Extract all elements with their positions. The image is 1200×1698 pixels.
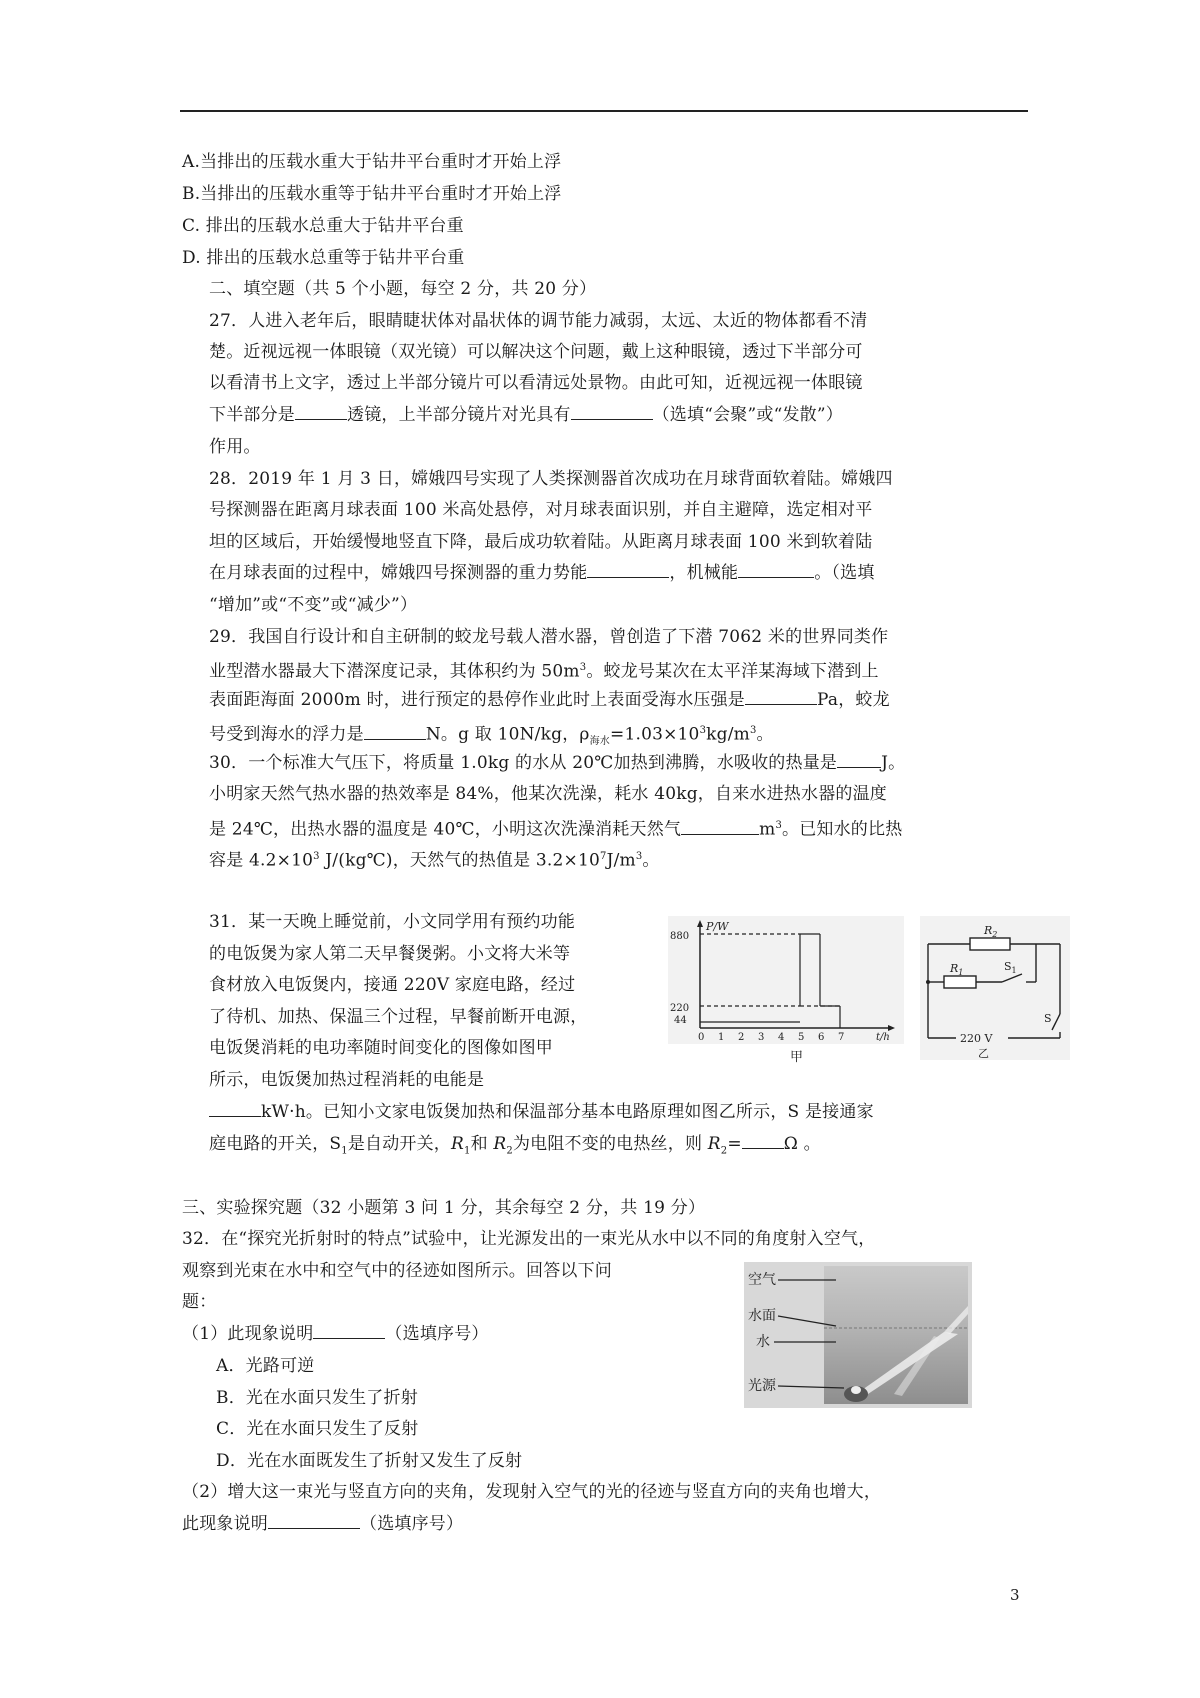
q29-line-2: [209, 656, 879, 684]
q27-line-4: [209, 403, 843, 427]
s1-label: S: [1004, 960, 1012, 973]
q30-text: 30．一个标准大气压下，将质量 1.0kg 的水从 20℃加热到沸腾，水吸收的热量是: [209, 753, 838, 773]
q32-part-2-line-2: [182, 1512, 463, 1536]
q29-text: N。g 取 10N/kg，ρ: [425, 724, 590, 745]
x-tick: 6: [818, 1032, 825, 1043]
q27-line-3: 以看清书上文字，透过上半部分镜片可以看清远处景物。由此可知，近视远视一体眼镜: [209, 373, 863, 393]
label-air: 空气: [748, 1272, 776, 1288]
q32-blank-2[interactable]: [268, 1512, 360, 1529]
s-label: S: [1044, 1012, 1052, 1025]
q28-line-1: 28．2019 年 1 月 3 日，嫦娥四号实现了人类探测器首次成功在月球背面软着陆。嫦娥四: [209, 469, 893, 489]
q30-blank-1[interactable]: [837, 751, 881, 768]
q30-text: 。已知水的比热: [782, 819, 903, 840]
q26-option-a: A.当排出的压载水重大于钻井平台重时才开始上浮: [182, 152, 562, 172]
y-tick-44: 44: [674, 1015, 687, 1026]
q31-text: Ω 。: [783, 1134, 821, 1154]
q28-blank-2[interactable]: [738, 561, 814, 578]
q29-line-1: 29．我国自行设计和自主研制的蛟龙号载人潜水器，曾创造了下潜 7062 米的世界同类作: [209, 627, 889, 647]
q29-text: 号受到海水的浮力是: [209, 724, 364, 745]
q29-text: kg/m: [706, 724, 750, 745]
q31-blank-2[interactable]: [742, 1132, 784, 1149]
q27-line-5: 作用。: [209, 437, 261, 457]
q29-line-4: [209, 719, 774, 754]
q30-blank-2[interactable]: [681, 818, 759, 835]
q30-line-1: [209, 751, 905, 775]
q31-line-6: 所示，电饭煲加热过程消耗的电能是: [209, 1070, 485, 1090]
q31-sub: 1: [341, 1145, 348, 1157]
x-tick: 1: [718, 1032, 725, 1043]
q31-text: 和: [470, 1134, 494, 1154]
q30-text: J/(kg℃)，天然气的热值是 3.2×10: [319, 850, 601, 871]
q31-line-5: 电饭煲消耗的电功率随时间变化的图像如图甲: [209, 1038, 553, 1058]
q30-text: J。: [881, 753, 906, 773]
page-number: 3: [1010, 1586, 1020, 1604]
power-time-graph: [668, 916, 904, 1044]
q28-line-4: [209, 561, 875, 585]
circuit-diagram: [920, 916, 1070, 1060]
x-tick: 2: [738, 1032, 745, 1043]
q31-line-8: [209, 1132, 821, 1163]
q31-blank-1[interactable]: [209, 1100, 261, 1117]
q30-sup: 3: [635, 851, 643, 862]
q31-line-3: 食材放入电饭煲内，接通 220V 家庭电路，经过: [209, 975, 576, 995]
q30-text: J/m: [606, 850, 636, 871]
q30-text: m: [759, 819, 776, 840]
r2-label: R: [984, 924, 993, 937]
q28-blank-1[interactable]: [587, 561, 669, 578]
q32-text: （选填序号）: [360, 1514, 464, 1534]
q29-sup: 3: [579, 662, 587, 673]
q29-text: Pa，蛟龙: [817, 690, 890, 710]
q31-text: 是自动开关，: [347, 1134, 452, 1154]
q26-option-d: D. 排出的压载水总重等于钻井平台重: [182, 248, 465, 268]
q32-blank-1[interactable]: [313, 1322, 385, 1339]
x-tick: 3: [758, 1032, 765, 1043]
q29-text: =1.03×10: [610, 724, 700, 745]
q27-text: 下半部分是: [209, 405, 295, 425]
q30-line-2: 小明家天然气热水器的热效率是 84%，他某次洗澡，耗水 40kg，自来水进热水器的温度: [209, 784, 888, 804]
q31-sub: 2: [720, 1145, 728, 1157]
q32-option-c: C．光在水面只发生了反射: [216, 1419, 419, 1439]
label-light-source: 光源: [748, 1378, 776, 1394]
label-water: 水: [756, 1334, 770, 1350]
q31-sub: 2: [506, 1145, 513, 1157]
resistor-r2: [970, 938, 1010, 950]
q31-text: =: [727, 1134, 742, 1154]
q32-part-2-line-1: （2）增大这一束光与竖直方向的夹角，发现射入空气的光的径迹与竖直方向的夹角也增大，: [182, 1482, 882, 1502]
q28-line-2: 号探测器在距离月球表面 100 米高处悬停，对月球表面识别，并自主避障，选定相对平: [209, 500, 873, 520]
q27-line-1: 27．人进入老年后，眼睛睫状体对晶状体的调节能力减弱，太远、太近的物体都看不清: [209, 311, 868, 331]
voltage-label: 220 V: [960, 1032, 993, 1045]
q29-line-3: [209, 688, 890, 712]
q30-text: 容是 4.2×10: [209, 850, 314, 871]
q31-r1: R: [451, 1134, 465, 1154]
q31-text: 庭电路的开关，S: [209, 1134, 342, 1154]
q26-option-b: B.当排出的压载水重等于钻井平台重时才开始上浮: [182, 184, 562, 204]
q32-option-b: B．光在水面只发生了折射: [216, 1388, 418, 1408]
q32-option-a: A．光路可逆: [216, 1356, 315, 1376]
q27-text: （选填“会聚”或“发散”）: [652, 405, 843, 425]
q31-line-1: 31．某一天晚上睡觉前，小文同学用有预约功能: [209, 912, 576, 932]
q31-text: kW·h。已知小文家电饭煲加热和保温部分基本电路原理如图乙所示，S 是接通家: [261, 1102, 874, 1122]
resistor-r1: [944, 976, 976, 988]
q29-blank-1[interactable]: [745, 688, 817, 705]
r2-sub: 2: [992, 930, 998, 939]
x-tick: 0: [698, 1032, 705, 1043]
s1-sub: 1: [1011, 966, 1017, 975]
q28-text: ，机械能: [669, 563, 739, 583]
q32-part-1: [182, 1322, 489, 1346]
q31-sub: 1: [464, 1145, 471, 1157]
q32-text: 此现象说明: [182, 1514, 268, 1534]
q32-line-1: 32．在“探究光折射时的特点”试验中，让光源发出的一束光从水中以不同的角度射入空气，: [182, 1229, 876, 1249]
q29-sup: 3: [749, 725, 757, 736]
x-tick: 5: [798, 1032, 805, 1043]
q30-sup: 3: [313, 851, 320, 862]
q31-line-4: 了待机、加热、保温三个过程，早餐前断开电源，: [209, 1007, 588, 1027]
q32-text: （1）此现象说明: [182, 1324, 314, 1344]
q31-r2: R: [493, 1134, 507, 1154]
q29-blank-2[interactable]: [364, 723, 426, 740]
q30-line-3: [209, 814, 902, 842]
x-tick: 4: [778, 1032, 785, 1043]
q27-blank-2[interactable]: [571, 403, 653, 420]
refraction-photo: [744, 1262, 972, 1408]
section3-heading: 三、实验探究题（32 小题第 3 问 1 分，其余每空 2 分，共 19 分）: [182, 1198, 706, 1218]
q30-sup: 3: [775, 820, 782, 831]
y-tick-880: 880: [670, 931, 690, 942]
q29-text: 。蛟龙号某次在太平洋某海域下潜到上: [586, 661, 879, 682]
q31-text: 为电阻不变的电热丝，则: [512, 1134, 708, 1154]
q29-text: 业型潜水器最大下潜深度记录，其体积约为 50m: [209, 661, 580, 682]
q27-blank-1[interactable]: [295, 403, 347, 420]
q31-line-2: 的电饭煲为家人第二天早餐煲粥。小文将大米等: [209, 944, 571, 964]
q32-option-d: D．光在水面既发生了折射又发生了反射: [216, 1451, 523, 1471]
label-water-surface: 水面: [748, 1308, 776, 1324]
y-axis-label: P/W: [706, 920, 729, 933]
q31-r2b: R: [707, 1134, 721, 1154]
q29-sub: 海水: [589, 736, 610, 748]
circuit-caption: 乙: [978, 1047, 989, 1060]
x-axis-label: t/h: [876, 1032, 890, 1043]
q32-line-2: 观察到光束在水中和空气中的径迹如图所示。回答以下问: [182, 1261, 612, 1281]
r1-sub: 1: [958, 968, 964, 977]
q26-option-c: C. 排出的压载水总重大于钻井平台重: [182, 216, 464, 236]
q27-line-2: 楚。近视远视一体眼镜（双光镜）可以解决这个问题，戴上这种眼镜，透过下半部分可: [209, 342, 863, 362]
y-tick-220: 220: [670, 1003, 690, 1014]
r1-label: R: [950, 962, 959, 975]
header-rule: [180, 110, 1028, 112]
q32-text: （选填序号）: [385, 1324, 489, 1344]
q29-text: 。: [756, 724, 774, 745]
q30-line-4: [209, 845, 660, 873]
x-tick: 7: [838, 1032, 845, 1043]
section2-heading: 二、填空题（共 5 个小题，每空 2 分，共 20 分）: [209, 279, 597, 299]
q27-text: 透镜，上半部分镜片对光具有: [347, 405, 571, 425]
q30-text: 是 24℃，出热水器的温度是 40℃，小明这次洗澡消耗天然气: [209, 819, 682, 840]
q28-line-5: “增加”或“不变”或“减少”）: [209, 595, 418, 615]
q28-text: 。（选填: [814, 563, 875, 583]
q29-text: 表面距海面 2000m 时，进行预定的悬停作业此时上表面受海水压强是: [209, 690, 745, 710]
q28-line-3: 坦的区域后，开始缓慢地竖直下降，最后成功软着陆。从距离月球表面 100 米到软着陆: [209, 532, 873, 552]
q32-line-3: 题：: [182, 1292, 217, 1312]
q29-sup: 3: [699, 725, 707, 736]
q30-sup: 7: [600, 851, 607, 862]
graph-jia-caption: 甲: [790, 1050, 804, 1065]
q31-line-7: [209, 1100, 874, 1124]
q30-text: 。: [642, 850, 660, 871]
q28-text: 在月球表面的过程中，嫦娥四号探测器的重力势能: [209, 563, 588, 583]
